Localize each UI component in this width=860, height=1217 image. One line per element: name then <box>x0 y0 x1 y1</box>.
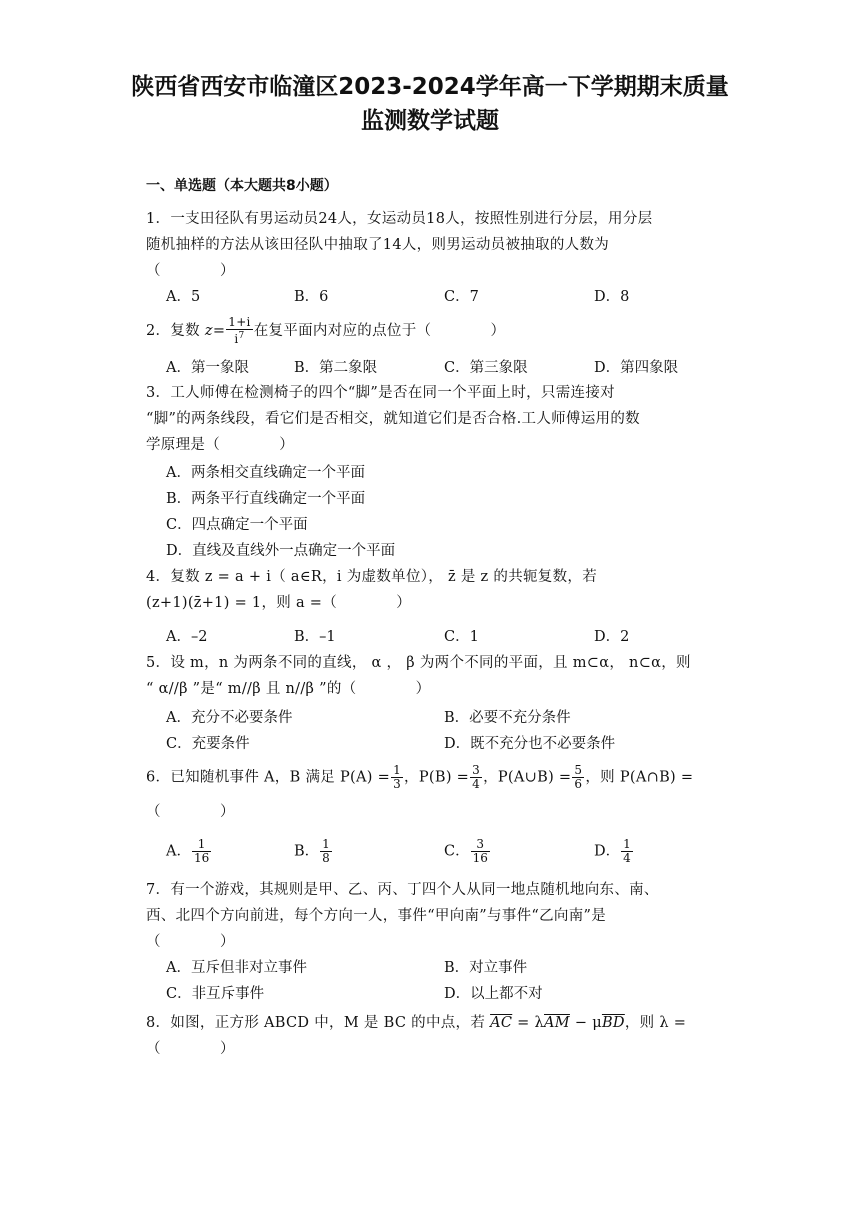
q6-option-d-num: 1 <box>623 837 631 851</box>
q1-line-1: 1．一支田径队有男运动员24人，女运动员18人，按照性别进行分层，用分层 <box>146 211 653 227</box>
q6-pu-den: 6 <box>574 777 583 791</box>
q6-option-b[interactable] <box>294 838 333 865</box>
q6-option-a-frac <box>192 838 211 865</box>
q2-line-1 <box>146 316 726 346</box>
q5-line-2: “ α//β ”是“ m//β 且 n//β ”的（ ） <box>146 681 431 697</box>
q6-pu-frac <box>572 764 584 791</box>
q8-vector-am: $\overline{AM}$ <box>544 1015 570 1031</box>
q6-pa: P(A) = <box>340 769 391 786</box>
q1-option-a[interactable]: A．5 <box>166 289 201 305</box>
q4-option-a[interactable]: A．–2 <box>166 629 208 645</box>
q4-option-d[interactable]: D．2 <box>594 629 630 645</box>
q2-den-base: i <box>234 332 239 346</box>
q6-pa-den: 3 <box>393 777 402 791</box>
q6-option-b-den: 8 <box>322 851 330 865</box>
q3-option-c[interactable]: C．四点确定一个平面 <box>166 517 308 533</box>
q6-option-b-label: B． <box>294 843 320 860</box>
q3-line-2: “脚”的两条线段，看它们是否相交，就知道它们是否合格.工人师傅运用的数 <box>146 411 640 427</box>
q1-option-b[interactable]: B．6 <box>294 289 329 305</box>
q2-eq: = <box>212 323 226 339</box>
q5-option-a[interactable]: A．充分不必要条件 <box>166 710 293 726</box>
q8-tail: ，则 λ = <box>624 1015 687 1031</box>
q6-option-c[interactable] <box>444 838 491 865</box>
q3-option-d[interactable]: D．直线及直线外一点确定一个平面 <box>166 543 396 559</box>
q4-option-c[interactable]: C．1 <box>444 629 479 645</box>
q1-line-2: 随机抽样的方法从该田径队中抽取了14人，则男运动员被抽取的人数为 <box>146 237 610 253</box>
q6-option-a-den: 16 <box>193 851 210 865</box>
q7-option-d[interactable]: D．以上都不对 <box>444 986 543 1002</box>
q6-pa-num: 1 <box>393 763 402 777</box>
question-1 <box>146 206 726 284</box>
question-8 <box>146 1010 726 1062</box>
title-line-1: 陕西省西安市临潼区2023-2024学年高一下学期期末质量 <box>131 74 729 100</box>
q3-line-3: 学原理是（ ） <box>146 437 294 453</box>
page-title <box>60 70 800 138</box>
q7-line-1: 7．有一个游戏，其规则是甲、乙、丙、丁四个人从同一地点随机地向东、南、 <box>146 882 659 898</box>
q6-ask: ，则 P(A∩B) = <box>585 769 694 786</box>
q6-option-a-num: 1 <box>192 838 211 852</box>
q7-option-c[interactable]: C．非互斥事件 <box>166 986 265 1002</box>
q8-vector-ac: $\overline{AC}$ <box>490 1015 513 1031</box>
q5-option-d[interactable]: D．既不充分也不必要条件 <box>444 736 616 752</box>
q6-pb-frac <box>470 764 482 791</box>
q2-denominator <box>226 330 252 346</box>
q2-option-a[interactable]: A．第一象限 <box>166 360 249 376</box>
q6-pb-num: 3 <box>472 763 481 777</box>
q5-option-b[interactable]: B．必要不充分条件 <box>444 710 571 726</box>
q6-pa-frac <box>391 764 403 791</box>
q6-option-c-num: 3 <box>471 838 490 852</box>
q7-line-3: （ ） <box>146 934 235 950</box>
question-3 <box>146 380 726 458</box>
q2-option-c[interactable]: C．第三象限 <box>444 360 528 376</box>
q8-prefix: 8．如图，正方形 ABCD 中，M 是 BC 的中点，若 <box>146 1015 486 1031</box>
q6-option-c-frac <box>471 838 490 865</box>
q3-option-b[interactable]: B．两条平行直线确定一个平面 <box>166 491 366 507</box>
q6-option-a-label: A． <box>166 843 191 860</box>
q1-option-c[interactable]: C．7 <box>444 289 479 305</box>
q6-pb: ，P(B) = <box>404 769 470 786</box>
q6-option-c-den: 16 <box>472 851 488 865</box>
question-4 <box>146 564 726 616</box>
q3-option-a[interactable]: A．两条相交直线确定一个平面 <box>166 465 365 481</box>
q8-vector-bd: $\overline{BD}$ <box>601 1015 625 1031</box>
q8-line-1 <box>146 1010 726 1036</box>
q2-option-b[interactable]: B．第二象限 <box>294 360 378 376</box>
q8-eq: = λ <box>512 1015 545 1031</box>
q6-option-d-label: D． <box>594 843 621 860</box>
section-heading: 一、单选题（本大题共8小题） <box>146 178 338 194</box>
q6-pb-den: 4 <box>472 777 481 791</box>
q2-var-z: z <box>204 323 213 339</box>
q3-line-1: 3．工人师傅在检测椅子的四个“脚”是否在同一个平面上时，只需连接对 <box>146 385 615 401</box>
q5-line-1: 5．设 m，n 为两条不同的直线， α ， β 为两个不同的平面，且 m⊂α， n⊂α，则 <box>146 655 691 671</box>
q4-line-1: 4．复数 z = a + i（ a∈R，i 为虚数单位）， z̄ 是 z 的共轭复数，若 <box>146 569 598 585</box>
q2-den-exp: 7 <box>238 331 245 341</box>
q2-prefix: 2．复数 <box>146 323 200 339</box>
q2-suffix: 在复平面内对应的点位于（ ） <box>253 323 506 339</box>
q4-line-2: (z+1)(z̄+1) = 1，则 a =（ ） <box>146 595 412 611</box>
q6-option-a[interactable] <box>166 838 212 865</box>
question-2 <box>146 316 726 346</box>
q6-line-2: （ ） <box>146 804 235 820</box>
q6-option-c-label: C． <box>444 843 470 860</box>
question-7 <box>146 877 726 955</box>
q3-options <box>166 460 726 564</box>
q6-option-b-num: 1 <box>322 837 330 851</box>
q2-option-d[interactable]: D．第四象限 <box>594 360 679 376</box>
q6-option-d-den: 4 <box>623 851 631 865</box>
q6-option-b-frac <box>320 838 332 865</box>
question-6 <box>146 764 726 825</box>
title-line-2: 监测数学试题 <box>361 108 499 134</box>
q5-option-c[interactable]: C．充要条件 <box>166 736 250 752</box>
question-5 <box>146 650 726 702</box>
q7-option-b[interactable]: B．对立事件 <box>444 960 528 976</box>
q6-option-d[interactable] <box>594 838 634 865</box>
q2-fraction <box>226 316 252 346</box>
q1-line-3: （ ） <box>146 263 235 279</box>
q6-option-d-frac <box>621 838 633 865</box>
q6-pu: ，P(A∪B) = <box>483 769 572 786</box>
q7-option-a[interactable]: A．互斥但非对立事件 <box>166 960 307 976</box>
q4-option-b[interactable]: B．–1 <box>294 629 336 645</box>
q6-line-1 <box>146 764 726 791</box>
q6-prefix: 6．已知随机事件 A，B 满足 <box>146 769 336 786</box>
q8-line-2: （ ） <box>146 1041 235 1057</box>
q2-numerator: 1+i <box>228 315 251 329</box>
q7-line-2: 西、北四个方向前进，每个方向一人，事件“甲向南”与事件“乙向南”是 <box>146 908 607 924</box>
q1-option-d[interactable]: D．8 <box>594 289 630 305</box>
q8-minus: − μ <box>569 1015 602 1031</box>
q6-pu-num: 5 <box>574 763 583 777</box>
